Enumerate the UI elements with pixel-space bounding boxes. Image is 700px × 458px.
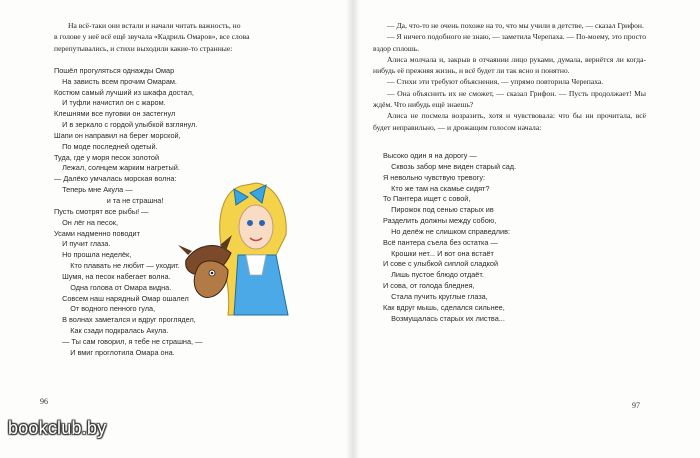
verse-line: Лишь пустое блюдо отдаёт.	[383, 270, 484, 280]
verse-line: Кто плавать не любит — уходит.	[54, 261, 180, 271]
verse-line: Кто же там на скамье сидят?	[383, 183, 490, 193]
verse-line: И в зеркало с гордой улыбкой взглянул.	[54, 120, 198, 130]
prose-paragraph: — Она объяснить их не сможет, — сказал Грифон. — Пусть продолжает! Мы ждём. Что нибудь ещё знаешь?	[373, 88, 646, 110]
verse-line: — Далёко умчалась морская волна:	[54, 174, 177, 184]
alice-illustration	[176, 175, 331, 320]
verse-line: Пирожок под сенью старых ив	[383, 205, 494, 215]
verse-line: Сквозь забор мне виден старый сад.	[383, 161, 517, 171]
verse-line: И пучит глаза.	[54, 239, 111, 249]
prose-paragraph: — Стихи эти требуют объяснения, — упрямо повторила Черепаха.	[387, 77, 604, 87]
verse-line: Усами надменно поводит	[54, 228, 140, 238]
verse-line: То Пантера ищет с совой,	[383, 194, 471, 204]
verse-line: Клешнями все пуговки он застегнул	[54, 109, 176, 119]
prose-paragraph: Алиса не посмела возразить, хотя и чувствовала: что бы ни прочитала, всё будет неправильно, — и дрожащим голосом начала:	[373, 111, 646, 132]
book-gutter	[346, 0, 360, 458]
verse-line: и та не страшна!	[54, 196, 164, 206]
verse-line: И туфли начистил он с жаром.	[54, 98, 166, 108]
verse-line: По моде последней одетый.	[54, 141, 158, 151]
verse-line: Шапи он направил на берег морской,	[54, 130, 181, 140]
verse-line: И сове с улыбкой сиплой сладкой	[383, 259, 499, 269]
verse-line: Я невольно чувствую тревогу:	[383, 172, 485, 182]
verse-line: И вмиг проглотила Омара она.	[54, 347, 175, 357]
verse-line: Шумя, на песок набегает волна.	[54, 271, 171, 281]
verse-line: — Ты сам говорил, я тебе не страшна, —	[54, 336, 203, 346]
left-prose	[54, 20, 324, 54]
verse-line: Теперь мне Акула —	[54, 185, 133, 195]
verse-line: Всё пантера съела без остатка —	[383, 237, 498, 247]
verse-line: Но делёж не слишком справедлив:	[383, 226, 510, 236]
verse-line: На зависть всем прочим Омарам.	[54, 76, 177, 86]
watermark-text: bookclub.by	[8, 418, 107, 438]
verse-line: От водного пенного гула,	[54, 304, 156, 314]
left-page-number: 96	[40, 397, 48, 406]
verse-line: Как сзади подкралась Акула.	[54, 326, 169, 336]
right-page-number: 97	[632, 401, 640, 410]
prose-line: На всё-таки они встали и начали читать важность, но	[68, 21, 241, 30]
verse-line: В волнах заметался и вдруг проглядел,	[54, 315, 196, 325]
verse-line: Он лёг на песок,	[54, 217, 118, 227]
verse-line: Разделить должны между собою,	[383, 216, 497, 226]
prose-line: в голове у неё всё ещё звучала «Кадриль Омаров», все слова	[54, 32, 250, 42]
right-verse	[383, 151, 646, 325]
verse-line: И сова, от голода бледнея,	[383, 281, 475, 291]
verse-line: Возмущалась старых их листва...	[383, 313, 505, 323]
verse-line: Как вдруг мышь, сделался сильнее,	[383, 302, 505, 312]
verse-line: Пусть смотрят все рыбы! —	[54, 206, 149, 216]
right-page	[373, 20, 646, 324]
prose-line: перепутывались, и стихи выходили какие-то странные:	[54, 43, 233, 53]
right-prose	[373, 20, 646, 133]
verse-line: Стала пучить круглые глаза,	[383, 291, 488, 301]
prose-paragraph: — Я ничего подобного не знаю, — заметила Черепаха. — По-моему, это просто вздор сплошь.	[373, 32, 646, 53]
verse-line: Крошки нет... И вот она встаёт	[383, 248, 494, 258]
prose-paragraph: — Да, что-то не очень похоже на то, что мы учили в детстве, — сказал Грифон.	[387, 21, 644, 30]
verse-line: Совсем наш нарядный Омар ошалел	[54, 293, 189, 303]
verse-line: Пошёл прогуляться однажды Омар	[54, 65, 175, 75]
verse-line: Туда, где у моря песок золотой	[54, 152, 160, 162]
verse-line: Высоко один я на дорогу —	[383, 150, 477, 160]
verse-line: Одна голова от Омара видна.	[54, 282, 172, 292]
verse-line: Костюм самый лучший из шкафа достал,	[54, 87, 194, 97]
verse-line: Лежал, солнцем жарким нагретый.	[54, 163, 180, 173]
verse-line: Но прошла неделёк,	[54, 250, 132, 260]
prose-paragraph: Алиса молчала и, закрыв в отчаянии лицо руками, думала, вернётся ли когда-нибудь её прежняя жизнь, и всё будет ли так ясно и понятно.	[373, 54, 646, 76]
